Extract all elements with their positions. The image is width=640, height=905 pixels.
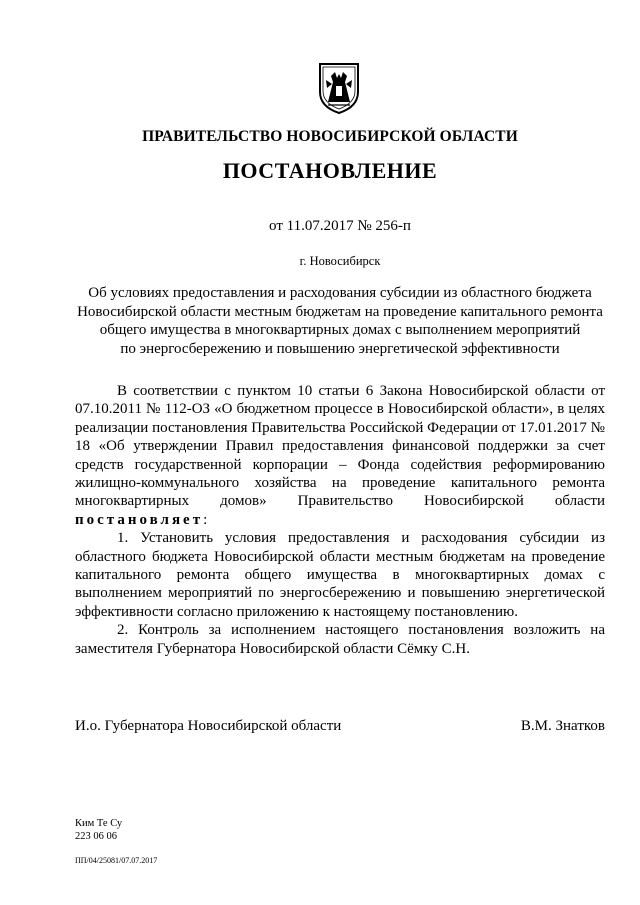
preamble-text: В соответствии с пунктом 10 статьи 6 Закона Новосибирской области от 07.10.2011 № 112-ОЗ «О бюджетном процессе в Новосибирской области», в целях реализации постановления Правительства Российской Федерации от 17.01.2017 № 18 «Об утверждении Правил предоставления финансовой поддержки за счет средств государственной корпорации – Фонда содействия реформированию жилищно-коммунального хозяйства на проведение капитального ремонта многоквартирных домов» Правительство Новосибирской области [75, 383, 605, 510]
signature-block [75, 718, 605, 735]
preamble-paragraph [75, 382, 605, 529]
executor-phone: 223 06 06 [75, 830, 117, 842]
executor-info [75, 818, 122, 843]
subject-line: общего имущества в многоквартирных домах с выполнением мероприятий [99, 322, 581, 338]
executor-name: Ким Те Су [75, 818, 123, 829]
document-city: г. Новосибирск [299, 254, 381, 268]
subject-line: Об условиях предоставления и расходования субсидии из областного бюджета [88, 285, 592, 301]
item-2: 2. Контроль за исполнением настоящего постановления возложить на заместителя Губернатора Новосибирской области Сёмку С.Н. [75, 622, 605, 657]
coat-of-arms-icon [318, 62, 360, 114]
signatory-title: И.о. Губернатора Новосибирской области [75, 718, 342, 734]
subject-line: по энергосбережению и повышению энергетической эффективности [120, 340, 560, 357]
document-body [75, 382, 605, 658]
resolves-word: постановляет [75, 511, 204, 528]
government-title: ПРАВИТЕЛЬСТВО НОВОСИБИРСКОЙ ОБЛАСТИ [142, 128, 518, 145]
signatory-name: В.М. Знатков [520, 718, 605, 734]
item-1: 1. Установить условия предоставления и расходования субсидии из областного бюджета Новосибирской области местным бюджетам на проведение капитального ремонта общего имущества в многоквартирных домах с выполнением мероприятий по энергосбережению и повышению энергетической эффективности согласно приложению к настоящему постановлению. [75, 530, 605, 620]
document-subject [70, 284, 610, 358]
document-registration-id: ПП/04/25081/07.07.2017 [75, 856, 158, 865]
document-type: ПОСТАНОВЛЕНИЕ [222, 158, 438, 183]
document-date-number: от 11.07.2017 № 256-п [269, 218, 411, 234]
subject-line: Новосибирской области местным бюджетам на проведение капитального ремонта [77, 303, 603, 320]
resolves-colon: : [203, 511, 208, 528]
